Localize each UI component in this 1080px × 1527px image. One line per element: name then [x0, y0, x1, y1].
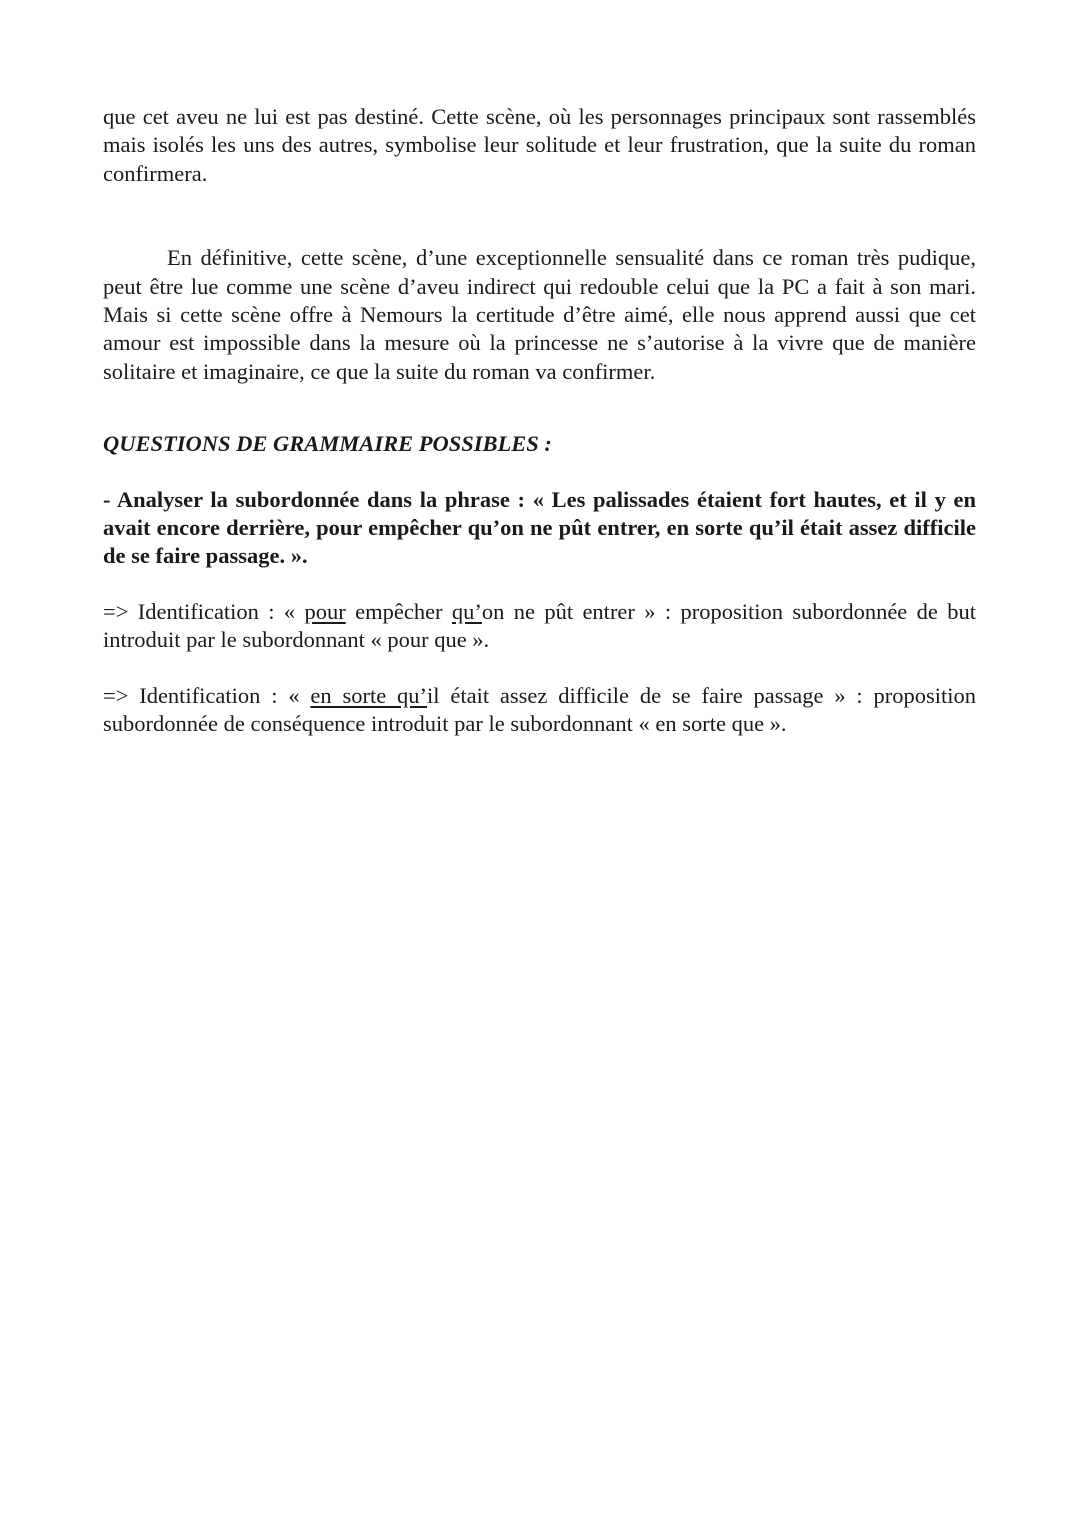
grammar-answer-purpose	[103, 598, 976, 655]
underlined-en-sorte-qu: en sorte qu’	[310, 682, 428, 708]
grammar-answer-consequence	[103, 682, 976, 739]
paragraph-conclusion: En définitive, cette scène, d’une exceptionnelle sensualité dans ce roman très pudique, peut être lue comme une scène d’aveu indirect qui redouble celui que la PC a fait à son mari. Mais si cette scène offre à Nemours la certitude d’être aimé, elle nous apprend aussi que cet amour est impossible dans la mesure où la princesse ne s’autorise à la vivre que de manière solitaire et imaginaire, ce que la suite du roman va confirmer.	[103, 245, 976, 384]
paragraph-conclusion-end: que cet aveu ne lui est pas destiné. Cette scène, où les personnages principaux sont rassemblés mais isolés les uns des autres, symbolise leur solitude et leur frustration, que la suite du roman confirmera.	[103, 104, 976, 186]
answer-text: il était assez difficile de se faire passage » : proposition subordonnée de conséquence introduit par le subordonnant « en sorte que ».	[103, 682, 976, 737]
answer-lead: => Identification : «	[103, 598, 305, 624]
answer-text: on ne pût entrer » : proposition subordonnée de but introduit par le subordonnant « pour que ».	[103, 598, 976, 653]
underlined-pour: pour	[304, 598, 346, 624]
answer-text: empêcher	[345, 598, 452, 624]
grammar-question: - Analyser la subordonnée dans la phrase : « Les palissades étaient fort hautes, et il y en avait encore derrière, pour empêcher qu’on ne pût entrer, en sorte qu’il était assez difficile de se faire passage. ».	[103, 486, 976, 569]
document-page	[103, 103, 976, 739]
underlined-qu: qu’	[451, 598, 482, 624]
grammar-heading: QUESTIONS DE GRAMMAIRE POSSIBLES :	[103, 431, 552, 457]
answer-lead: => Identification : «	[103, 682, 311, 708]
